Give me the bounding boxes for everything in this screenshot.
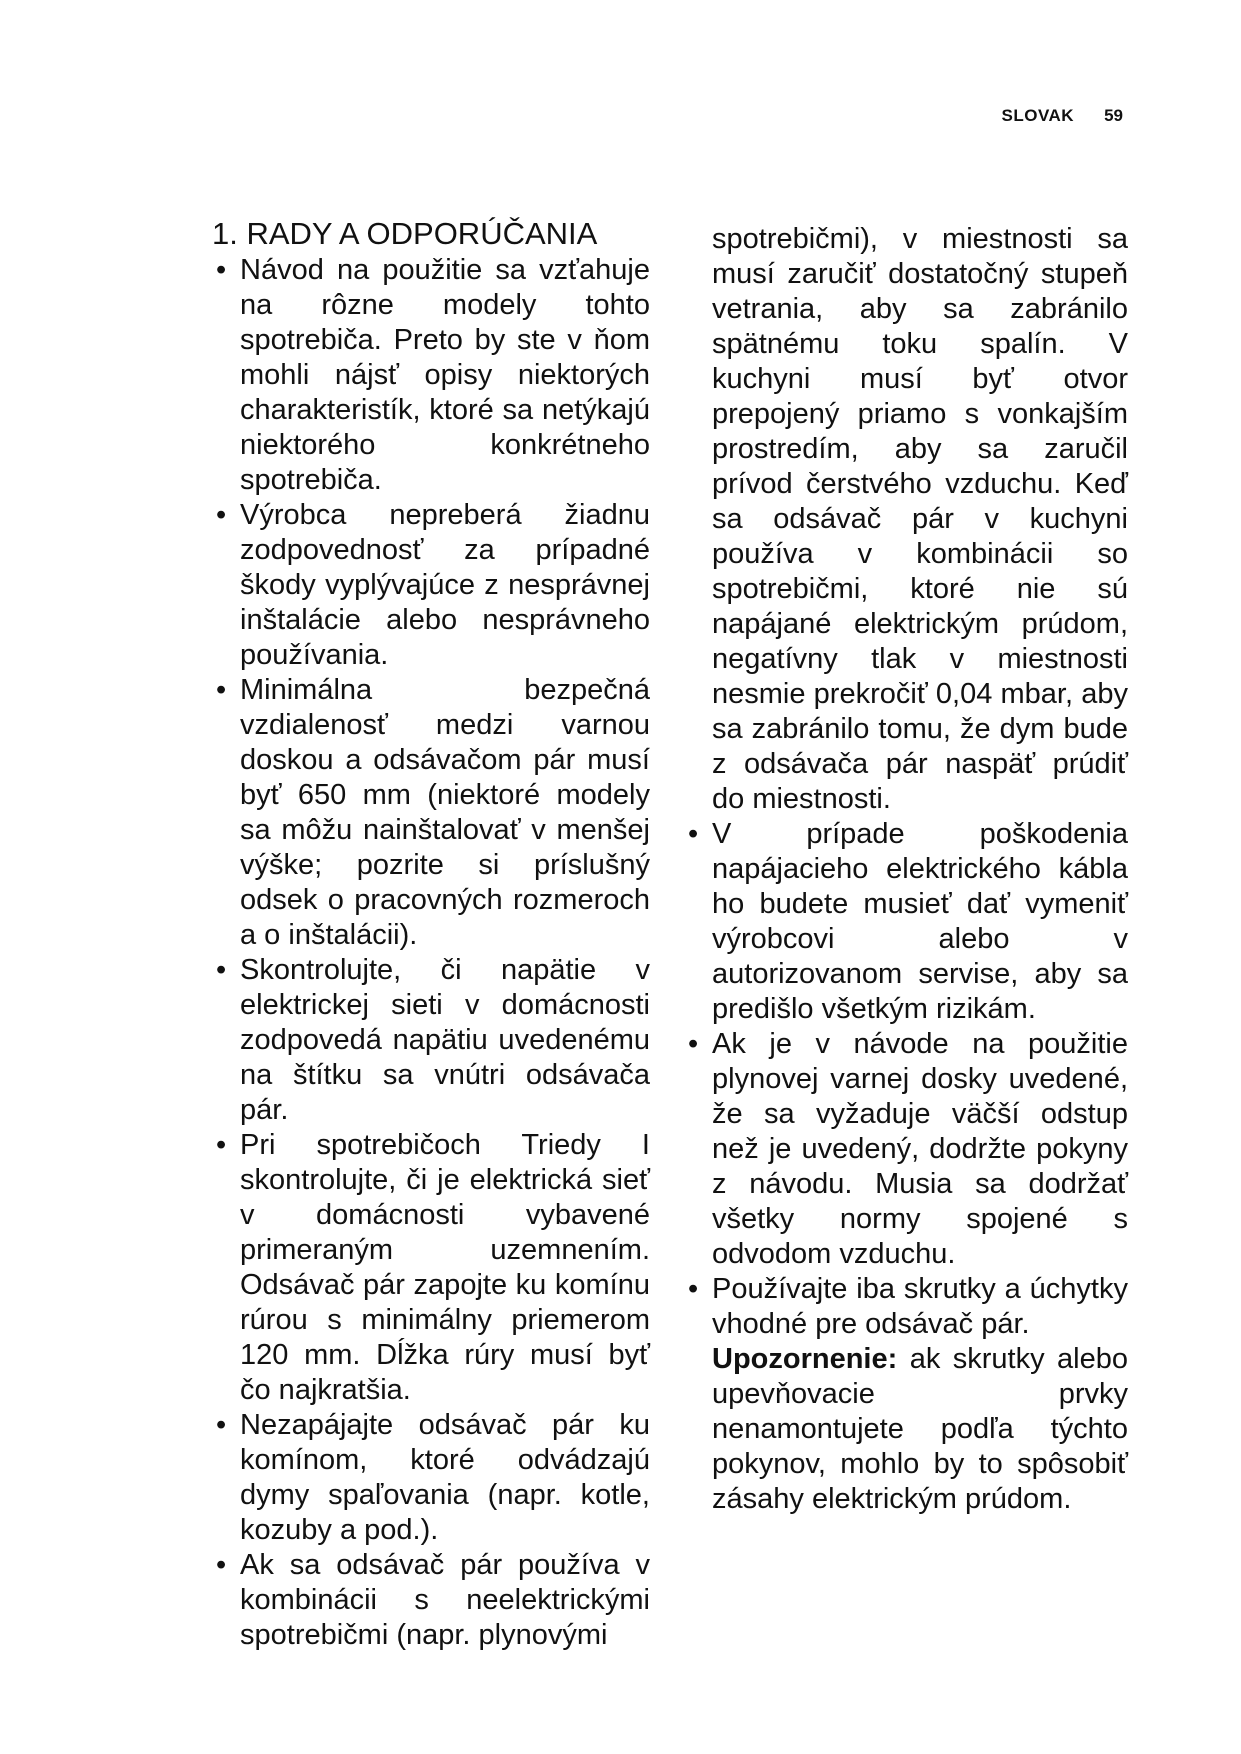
list-item-text: Skontrolujte, či napätie v elektrickej sieti v domácnosti zodpovedá napätiu uvedenému na štítku sa vnútri odsávača pár. [240, 954, 650, 1126]
list-item [688, 1272, 1128, 1342]
bullet-icon: • [216, 954, 227, 986]
list-item [216, 1548, 650, 1653]
list-item [216, 253, 650, 498]
list-item-text: Používajte iba skrutky a úchytky vhodné pre odsávač pár. [712, 1273, 1128, 1340]
list-item [688, 1027, 1128, 1272]
bullet-icon: • [688, 1028, 699, 1060]
section-title: 1. RADY A ODPORÚČANIA [212, 216, 598, 251]
language-label: SLOVAK [1001, 106, 1075, 125]
list-item-text: Ak je v návode na použitie plynovej varnej dosky uvedené, že sa vyžaduje väčší odstup než je uvedený, dodržte pokyny z návodu. Musia sa dodržať všetky normy spojené s odvodom vzduchu. [712, 1028, 1128, 1270]
list-item [216, 953, 650, 1128]
bullet-icon: • [216, 1409, 227, 1441]
bullet-icon: • [216, 1549, 227, 1581]
list-item [216, 1408, 650, 1548]
list-item-text: V prípade poškodenia napájacieho elektrického kábla ho budete musieť dať vymeniť výrobcovi alebo v autorizovanom servise, aby sa predišlo všetkým rizikám. [712, 818, 1128, 1025]
list-item-text: Minimálna bezpečná vzdialenosť medzi varnou doskou a odsávačom pár musí byť 650 mm (niektoré modely sa môžu nainštalovať v menšej výške; pozrite si príslušný odsek o pracovných rozmeroch a o inštalácii). [240, 674, 650, 951]
list-item [216, 673, 650, 953]
warning-label: Upozornenie: [712, 1343, 898, 1375]
list-item [216, 498, 650, 673]
left-column [212, 216, 650, 1653]
list-item-text: Nezapájajte odsávač pár ku komínom, ktoré odvádzajú dymy spaľovania (napr. kotle, kozuby a pod.). [240, 1409, 650, 1546]
page-number: 59 [1104, 106, 1123, 125]
page-header [1002, 106, 1124, 126]
list-item-text: Návod na použitie sa vzťahuje na rôzne modely tohto spotrebiča. Preto by ste v ňom mohli nájsť opisy niektorých charakteristík, ktoré sa netýkajú niektorého konkrétneho spotrebiča. [240, 254, 650, 496]
list-item [688, 817, 1128, 1027]
right-column [688, 222, 1128, 1517]
list-item [216, 1128, 650, 1408]
bullet-icon: • [216, 254, 227, 286]
continuation-text: spotrebičmi), v miestnosti sa musí zaručiť dostatočný stupeň vetrania, aby sa zabránilo spätnému toku spalín. V kuchyni musí byť otvor prepojený priamo s vonkajším prostredím, aby sa zaručil prívod čerstvého vzduchu. Keď sa odsávač pár v kuchyni používa v kombinácii so spotrebičmi, ktoré nie sú napájané elektrickým prúdom, negatívny tlak v miestnosti nesmie prekročiť 0,04 mbar, aby sa zabránilo tomu, že dym bude z odsávača pár naspäť prúdiť do miestnosti. [712, 223, 1128, 815]
list-item-text: Pri spotrebičoch Triedy I skontrolujte, či je elektrická sieť v domácnosti vybavené primeraným uzemnením. Odsávač pár zapojte ku komínu rúrou s minimálny priemerom 120 mm. Dĺžka rúry musí byť čo najkratšia. [240, 1129, 650, 1406]
list-item-continuation [688, 222, 1128, 817]
warning-text: ak skrutky alebo upevňovacie prvky nenamontujete podľa týchto pokynov, mohlo by to spôsobiť zásahy elektrickým prúdom. [712, 1343, 1128, 1515]
list-item-text: Výrobca nepreberá žiadnu zodpovednosť za prípadné škody vyplývajúce z nesprávnej inštalácie alebo nesprávneho používania. [240, 499, 650, 671]
bullet-icon: • [216, 499, 227, 531]
bullet-icon: • [216, 674, 227, 706]
list-item-text: Ak sa odsávač pár používa v kombinácii s neelektrickými spotrebičmi (napr. plynovými [240, 1549, 650, 1651]
warning-note [688, 1342, 1128, 1517]
bullet-icon: • [688, 818, 699, 850]
bullet-icon: • [688, 1273, 699, 1305]
bullet-icon: • [216, 1129, 227, 1161]
